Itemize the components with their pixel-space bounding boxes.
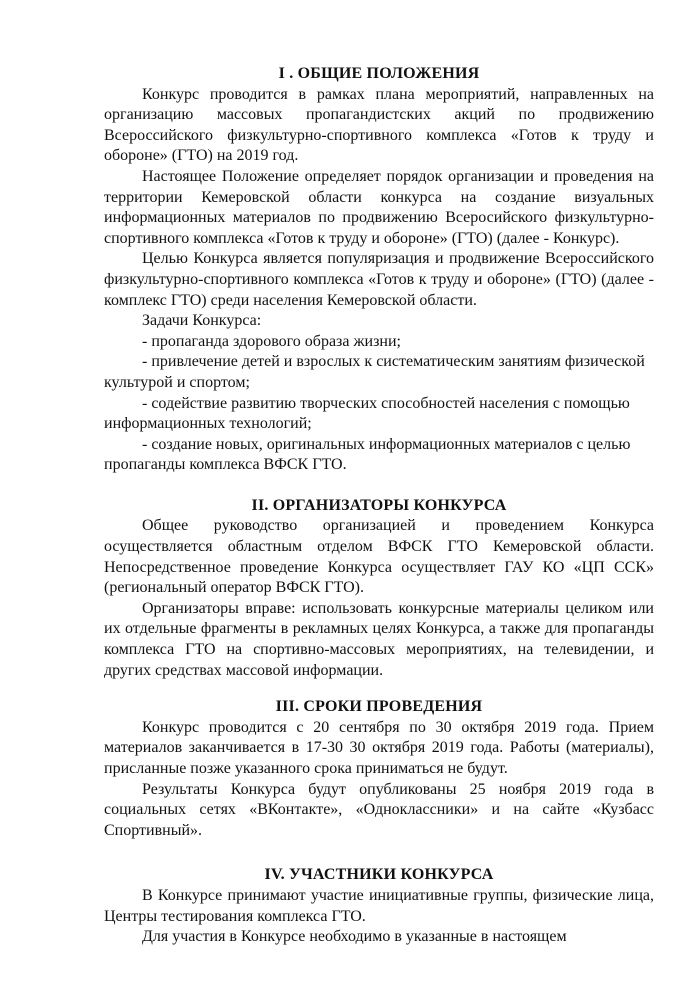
section-2-paragraph-1: Общее руководство организацией и проведением Конкурса осуществляется областным отделом ВФСК ГТО Кемеровской области. Непосредственное проведение Конкурса осуществляет ГАУ КО «ЦП ССК» (региональный оператор ВФСК ГТО). [104,517,654,597]
section-1-title: I . ОБЩИЕ ПОЛОЖЕНИЯ [278,65,480,82]
section-4-title: IV. УЧАСТНИКИ КОНКУРСА [264,866,494,884]
document-page [104,64,654,948]
section-1-paragraph-1: Конкурс проводится в рамках плана мероприятий, направленных на организацию массовых пропагандистских акций по продвижению Всероссийского физкультурно-спортивного комплекса «Готов к труду и обороне» (ГТО) на 2019 год. [104,85,654,165]
section-1-paragraph-3: Целью Конкурса является популяризация и продвижение Всероссийского физкультурно-спортивного комплекса «Готов к труду и обороне» (ГТО) (далее - комплекс ГТО) среди населения Кемеровской области. [104,250,654,309]
task-item: - создание новых, оригинальных информационных материалов с целью пропаганды комплекса ВФСК ГТО. [104,435,631,474]
section-spacer [104,476,654,496]
task-item: - содействие развитию творческих способностей населения с помощью информационных технологий; [104,394,630,433]
section-2-title: II. ОРГАНИЗАТОРЫ КОНКУРСА [251,496,507,514]
tasks-heading: Задачи Конкурса: [142,312,262,330]
task-item: - пропаганда здорового образа жизни; [142,332,401,350]
section-3-paragraph-2: Результаты Конкурса будут опубликованы 25 ноября 2019 года в социальных сетях «ВКонтакте», «Одноклассники» и на сайте «Кузбасс Спортивный». [104,780,654,839]
section-2-paragraph-2: Организаторы вправе: использовать конкурсные материалы целиком или их отдельные фрагменты в рекламных целях Конкурса, а также для пропаганды комплекса ГТО на спортивно-массовых мероприятиях, на телевидении, и других средствах массовой информации. [104,599,654,679]
section-4-paragraph-2: Для участия в Конкурсе необходимо в указанные в настоящем [142,928,567,946]
section-3-title: III. СРОКИ ПРОВЕДЕНИЯ [275,698,483,716]
section-spacer [104,841,654,865]
section-spacer [104,681,654,697]
section-4-paragraph-1: В Конкурсе принимают участие инициативные группы, физические лица, Центры тестирования комплекса ГТО. [104,886,654,925]
section-3-paragraph-1: Конкурс проводится с 20 сентября по 30 октября 2019 года. Прием материалов заканчивается в 17-30 30 октября 2019 года. Работы (материалы), присланные позже указанного срока приниматься не будут. [104,718,654,777]
task-item: - привлечение детей и взрослых к систематическим занятиям физической культурой и спортом; [104,353,645,391]
section-1-paragraph-2: Настоящее Положение определяет порядок организации и проведения на территории Кемеровской области конкурса на создание визуальных информационных материалов по продвижению Всеросийского физкультурно-спортивного комплекса «Готов к труду и обороне» (ГТО) (далее - Конкурс). [104,167,654,247]
